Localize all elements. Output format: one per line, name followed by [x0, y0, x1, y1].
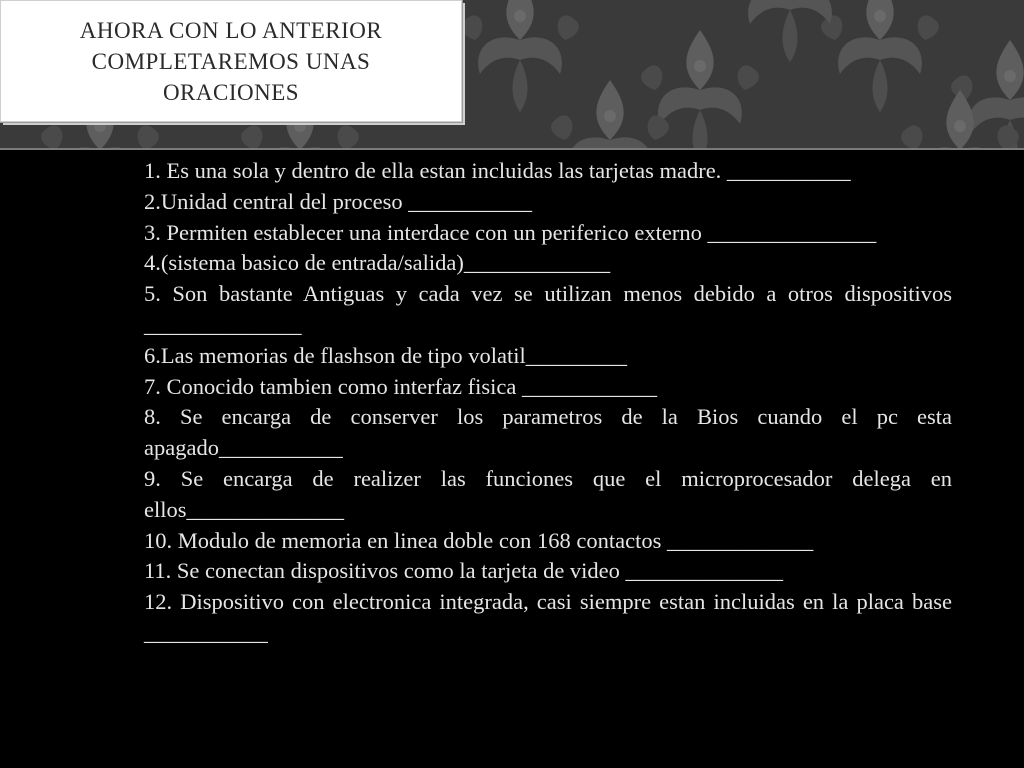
list-item: 2.Unidad central del proceso ___________	[144, 188, 533, 214]
list-item: 12. Dispositivo con electronica integrada, casi siempre estan incluidas en la placa base ___________	[144, 589, 952, 645]
sentence-list	[144, 156, 952, 649]
list-item: 8. Se encarga de conserver los parametros de la Bios cuando el pc esta apagado___________	[144, 404, 952, 461]
slide-title: AHORA CON LO ANTERIOR COMPLETAREMOS UNAS ORACIONES	[79, 17, 383, 105]
title-box	[0, 0, 462, 122]
list-item: 4.(sistema basico de entrada/salida)_____________	[144, 250, 611, 276]
list-item: 9. Se encarga de realizer las funciones que el microprocesador delega en ellos______________	[144, 465, 952, 522]
list-item: 7. Conocido tambien como interfaz fisica ____________	[144, 373, 658, 399]
banner-divider	[0, 148, 1024, 150]
list-item: 1. Es una sola y dentro de ella estan incluidas las tarjetas madre. ___________	[144, 158, 851, 183]
list-item: 10. Modulo de memoria en linea doble con 168 contactos _____________	[144, 527, 814, 553]
list-item: 6.Las memorias de flashson de tipo volatil_________	[144, 342, 628, 368]
list-item: 11. Se conectan dispositivos como la tarjeta de video ______________	[144, 558, 784, 584]
list-item: 3. Permiten establecer una interdace con un periferico externo _______________	[144, 219, 877, 245]
list-item: 5. Son bastante Antiguas y cada vez se utilizan menos debido a otros dispositivos ______________	[144, 281, 952, 337]
